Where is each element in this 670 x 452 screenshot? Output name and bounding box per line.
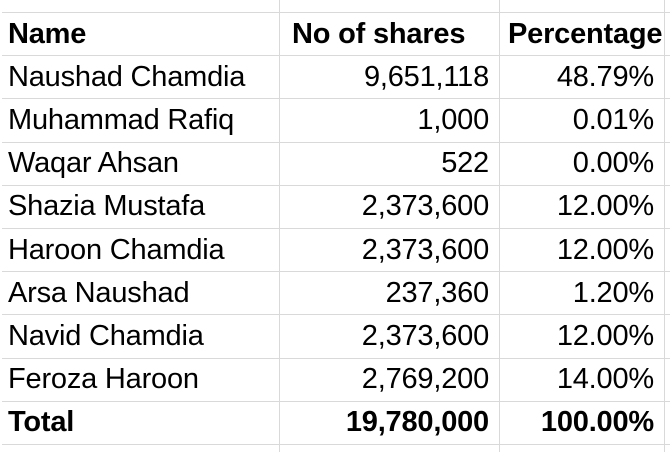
cell-percentage[interactable]: 12.00% <box>500 229 665 272</box>
cell-name[interactable]: Naushad Chamdia <box>2 56 280 99</box>
header-no-of-shares[interactable]: No of shares <box>280 13 500 56</box>
cell-percentage[interactable]: 12.00% <box>500 315 665 358</box>
cell-percentage[interactable]: 1.20% <box>500 272 665 315</box>
cell-shares[interactable]: 237,360 <box>280 272 500 315</box>
cell-empty <box>665 315 670 358</box>
cell-name[interactable]: Shazia Mustafa <box>2 186 280 229</box>
cell-empty <box>280 0 500 13</box>
cell-empty <box>665 143 670 186</box>
header-name[interactable]: Name <box>2 13 280 56</box>
cell-percentage[interactable]: 12.00% <box>500 186 665 229</box>
cell-empty <box>665 445 670 452</box>
cell-percentage[interactable]: 0.01% <box>500 99 665 142</box>
cell-shares[interactable]: 2,769,200 <box>280 359 500 402</box>
cell-percentage[interactable]: 48.79% <box>500 56 665 99</box>
cell-shares[interactable]: 2,373,600 <box>280 186 500 229</box>
cell-empty <box>280 445 500 452</box>
cell-total-percentage[interactable]: 100.00% <box>500 402 665 445</box>
cell-empty <box>665 186 670 229</box>
cell-empty <box>665 56 670 99</box>
cell-shares[interactable]: 522 <box>280 143 500 186</box>
cell-empty <box>500 0 665 13</box>
cell-empty <box>665 13 670 56</box>
cell-empty <box>500 445 665 452</box>
cell-name[interactable]: Waqar Ahsan <box>2 143 280 186</box>
cell-shares[interactable]: 1,000 <box>280 99 500 142</box>
cell-total-label[interactable]: Total <box>2 402 280 445</box>
cell-name[interactable]: Muhammad Rafiq <box>2 99 280 142</box>
cell-total-shares[interactable]: 19,780,000 <box>280 402 500 445</box>
cell-empty <box>2 445 280 452</box>
cell-empty <box>665 229 670 272</box>
cell-shares[interactable]: 2,373,600 <box>280 229 500 272</box>
cell-empty <box>2 0 280 13</box>
shareholders-table <box>2 0 670 452</box>
cell-name[interactable]: Arsa Naushad <box>2 272 280 315</box>
cell-percentage[interactable]: 0.00% <box>500 143 665 186</box>
cell-empty <box>665 99 670 142</box>
cell-empty <box>665 402 670 445</box>
cell-name[interactable]: Haroon Chamdia <box>2 229 280 272</box>
header-percentage[interactable]: Percentage <box>500 13 665 56</box>
cell-empty <box>665 0 670 13</box>
cell-empty <box>665 359 670 402</box>
cell-shares[interactable]: 2,373,600 <box>280 315 500 358</box>
cell-name[interactable]: Navid Chamdia <box>2 315 280 358</box>
cell-shares[interactable]: 9,651,118 <box>280 56 500 99</box>
cell-percentage[interactable]: 14.00% <box>500 359 665 402</box>
cell-name[interactable]: Feroza Haroon <box>2 359 280 402</box>
cell-empty <box>665 272 670 315</box>
